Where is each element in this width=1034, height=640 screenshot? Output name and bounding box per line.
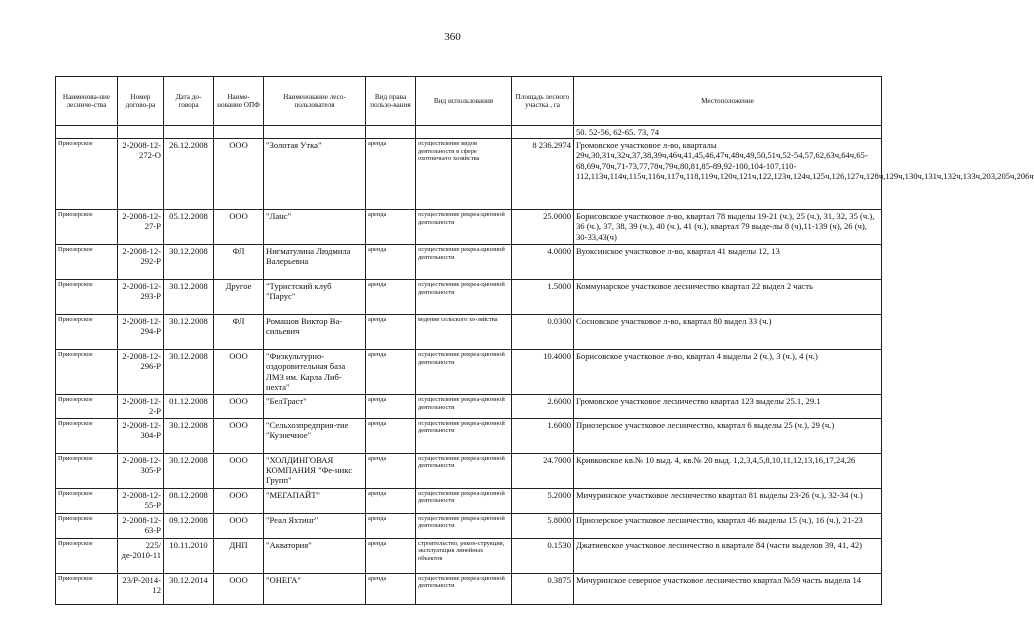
table-row: [56, 453, 882, 488]
cell-use-right: аренда: [366, 453, 416, 488]
cell-forestry: Приозерское: [56, 315, 118, 350]
cell-legal-form: ООО: [214, 513, 264, 538]
cell-location: Кривковское кв.№ 10 выд. 4, кв.№ 20 выд. 1,2,3,4,5,8,10,11,12,13,16,17,24,26: [574, 453, 882, 488]
table-row: [56, 488, 882, 513]
cell-location: Мичуринское северное участковое лесничество квартал №59 часть выдела 14: [574, 573, 882, 604]
page-number: 360: [444, 31, 461, 43]
table-row: [56, 280, 882, 315]
cell-contract-number: 2-2008-12-296-Р: [118, 350, 164, 395]
cell-location: Приозерское участковое лесничество, квартал 6 выделы 25 (ч.), 29 (ч.): [574, 418, 882, 453]
cell-contract-date: 09.12.2008: [164, 513, 214, 538]
cell-area: 24.7000: [512, 453, 574, 488]
cell-use-type: осуществление рекреа-ционной деятельности: [416, 418, 512, 453]
table-row: [56, 418, 882, 453]
cell-contract-date: 01.12.2008: [164, 395, 214, 418]
cell-use-right: аренда: [366, 538, 416, 573]
cell-forestry: Приозерское: [56, 573, 118, 604]
continuation-row: [56, 126, 882, 139]
table-row: [56, 245, 882, 280]
cell-forest-user: Ромашов Виктор Ва-сильевич: [264, 315, 366, 350]
cell-forestry: Приозерское: [56, 280, 118, 315]
cell-forest-user: "Ланс": [264, 210, 366, 245]
cell-contract-number: 2-2008-12-2-Р: [118, 395, 164, 418]
cell-use-right: аренда: [366, 513, 416, 538]
table-row: [56, 210, 882, 245]
cell-contract-number: 2-2008-12-305-Р: [118, 453, 164, 488]
cell-legal-form: ООО: [214, 350, 264, 395]
cell-location: Коммунарское участковое лесничество квартал 22 выдел 2 часть: [574, 280, 882, 315]
cell-location: Мичуринское участковое лесничество квартал 81 выделы 23-26 (ч.), 32-34 (ч.): [574, 488, 882, 513]
header-use-right: Вид права пользо-вания: [366, 77, 416, 126]
header-contract-date: Дата до-говора: [164, 77, 214, 126]
cell-contract-date: 30.12.2014: [164, 573, 214, 604]
cell-legal-form: Другое: [214, 280, 264, 315]
cell-forestry: Приозерское: [56, 538, 118, 573]
cell-forest-user: "ХОЛДИНГОВАЯ КОМПАНИЯ "Фе-никс Групп": [264, 453, 366, 488]
cell-area: 5.8000: [512, 513, 574, 538]
cell-use-right: аренда: [366, 139, 416, 210]
cell-legal-form: ООО: [214, 453, 264, 488]
cell-empty: [416, 126, 512, 139]
table-row: [56, 350, 882, 395]
cell-empty: [264, 126, 366, 139]
cell-contract-number: 2-2008-12-27-Р: [118, 210, 164, 245]
cell-forest-user: "ОНЕГА": [264, 573, 366, 604]
cell-use-type: осуществление рекреа-ционной деятельности: [416, 453, 512, 488]
header-area: Площадь лесного участка , га: [512, 77, 574, 126]
cell-forestry: Приозерское: [56, 453, 118, 488]
header-legal-form: Наиме-нование ОПФ: [214, 77, 264, 126]
cell-area: 2.6000: [512, 395, 574, 418]
cell-location: Борисовское участковое л-во, квартал 78 выделы 19-21 (ч.), 25 (ч.), 31, 32, 35 (ч.), 36 (ч.), 37, 38, 39 (ч.), 40 (ч.), 41 (ч.), квартал 79 выде-лы 8 (ч),11-139 (ч), 26 (ч), 30-33,43(ч): [574, 210, 882, 245]
cell-contract-number: 2-2008-12-63-Р: [118, 513, 164, 538]
cell-area: 0.0300: [512, 315, 574, 350]
cell-contract-number: 2-2008-12-304-Р: [118, 418, 164, 453]
cell-legal-form: ООО: [214, 488, 264, 513]
cell-forestry: Приозерское: [56, 395, 118, 418]
cell-area: 8 236.2974: [512, 139, 574, 210]
cell-contract-number: 2-2008-12-55-Р: [118, 488, 164, 513]
cell-forest-user: "Сельхозпредприя-тие "Кузнечное": [264, 418, 366, 453]
cell-area: 1.5000: [512, 280, 574, 315]
cell-contract-date: 30.12.2008: [164, 350, 214, 395]
cell-use-type: осуществление рекреа-ционной деятельности: [416, 513, 512, 538]
cell-contract-date: 08.12.2008: [164, 488, 214, 513]
cell-empty: [164, 126, 214, 139]
cell-location: Приозерское участковое лесничество, квартал 46 выделы 15 (ч.), 16 (ч.), 21-23: [574, 513, 882, 538]
cell-contract-number: 225/де-2010-11: [118, 538, 164, 573]
cell-forestry: Приозерское: [56, 139, 118, 210]
cell-use-type: осуществление рекреа-ционной деятельности: [416, 280, 512, 315]
cell-empty: [366, 126, 416, 139]
cell-location: Громовское участковое лесничество квартал 123 выделы 25.1, 29.1: [574, 395, 882, 418]
cell-legal-form: ФЛ: [214, 315, 264, 350]
cell-legal-form: ДНП: [214, 538, 264, 573]
cell-area: 1.6000: [512, 418, 574, 453]
table-row: [56, 315, 882, 350]
cell-forestry: Приозерское: [56, 488, 118, 513]
cell-area: 5.2000: [512, 488, 574, 513]
cell-contract-date: 30.12.2008: [164, 280, 214, 315]
cell-forestry: Приозерское: [56, 513, 118, 538]
cell-use-type: строительство, рекон-струкция, эксплуатация линейных объектов: [416, 538, 512, 573]
cell-use-right: аренда: [366, 573, 416, 604]
cell-location: Громовское участковое л-во, кварталы 29ч,30,31ч,32ч,37,38,39ч,46ч,41,45,46,47ч,48ч,49,50,51ч,52-54,57,62,63ч,64ч,65-68,69ч,70ч,71-73,77,78ч,79ч,80,81,85-89,92-100,104-107,110-112,113ч,114ч,115ч,116ч,117ч,118,119ч,120ч,121ч,122,123ч,124ч,125ч,126,127ч,128ч,129ч,130ч,131ч,132ч,133ч,203,205ч,206ч: [574, 139, 882, 210]
cell-use-type: осуществление рекреа-ционной деятельности: [416, 395, 512, 418]
cell-contract-date: 26.12.2008: [164, 139, 214, 210]
cell-use-type: осуществление видов деятельности в сфере охотничьего хозяйства: [416, 139, 512, 210]
header-forest-user: Наименование лесо-пользователя: [264, 77, 366, 126]
cell-forest-user: "Физкультурно-оздоровительная база ЛМЗ им. Карла Либ-нехта": [264, 350, 366, 395]
cell-forest-user: "Туристский клуб "Парус": [264, 280, 366, 315]
cell-area: 25.0000: [512, 210, 574, 245]
cell-legal-form: ООО: [214, 210, 264, 245]
cell-contract-date: 30.12.2008: [164, 418, 214, 453]
cell-contract-date: 10.11.2010: [164, 538, 214, 573]
cell-contract-date: 30.12.2008: [164, 315, 214, 350]
cell-use-type: осуществление рекреа-ционной деятельности: [416, 210, 512, 245]
cell-area: 0.3875: [512, 573, 574, 604]
header-use-type: Вид использования: [416, 77, 512, 126]
table-row: [56, 513, 882, 538]
cell-contract-date: 05.12.2008: [164, 210, 214, 245]
cell-contract-number: 2-2008-12-292-Р: [118, 245, 164, 280]
cell-area: 10.4000: [512, 350, 574, 395]
cell-use-right: аренда: [366, 210, 416, 245]
cell-legal-form: ФЛ: [214, 245, 264, 280]
cell-use-right: аренда: [366, 395, 416, 418]
cell-use-type: осуществление рекреа-ционной деятельности: [416, 573, 512, 604]
cell-area: 4.0000: [512, 245, 574, 280]
cell-forestry: Приозерское: [56, 245, 118, 280]
cell-use-right: аренда: [366, 350, 416, 395]
cell-forest-user: Нигматулина Людмила Валерьевна: [264, 245, 366, 280]
lease-registry-table: [55, 76, 1034, 605]
cell-legal-form: ООО: [214, 573, 264, 604]
cell-use-right: аренда: [366, 488, 416, 513]
cell-forest-user: "Золотая Утка": [264, 139, 366, 210]
table-row: [56, 395, 882, 418]
cell-contract-number: 23/Р-2014-12: [118, 573, 164, 604]
header-location: Местоположение: [574, 77, 882, 126]
cell-use-right: аренда: [366, 280, 416, 315]
cell-legal-form: ООО: [214, 395, 264, 418]
cell-contract-date: 30.12.2008: [164, 453, 214, 488]
cell-use-type: осуществление рекреа-ционной деятельности: [416, 245, 512, 280]
cell-empty: [512, 126, 574, 139]
cell-forestry: Приозерское: [56, 210, 118, 245]
cell-contract-number: 2-2008-12-272-О: [118, 139, 164, 210]
cell-contract-number: 2-2008-12-294-Р: [118, 315, 164, 350]
cell-location: Вуоксинское участковое л-во, квартал 41 выделы 12, 13: [574, 245, 882, 280]
cell-area: 0.1530: [512, 538, 574, 573]
cell-location: Борисовское участковое л-во, квартал 4 выделы 2 (ч.), 3 (ч.), 4 (ч.): [574, 350, 882, 395]
table-row: [56, 573, 882, 604]
cell-contract-date: 30.12.2008: [164, 245, 214, 280]
header-row: [56, 77, 882, 126]
cell-forest-user: "Акватория": [264, 538, 366, 573]
cell-forestry: Приозерское: [56, 418, 118, 453]
cell-contract-number: 2-2008-12-293-Р: [118, 280, 164, 315]
cell-location: Джатиевское участковое лесничество в квартале 84 (части выделов 39, 41, 42): [574, 538, 882, 573]
table-row: [56, 139, 882, 210]
cell-forest-user: "МЕГАПАЙТ": [264, 488, 366, 513]
cell-use-type: осуществление рекреа-ционной деятельности: [416, 350, 512, 395]
cell-empty: [214, 126, 264, 139]
cell-use-right: аренда: [366, 245, 416, 280]
cell-location: Сосновское участковое л-во, квартал 80 выдел 33 (ч.): [574, 315, 882, 350]
cell-forest-user: "БелТраст": [264, 395, 366, 418]
cell-location-continuation: 50. 52-56, 62-65. 73, 74: [574, 126, 882, 139]
cell-use-right: аренда: [366, 315, 416, 350]
cell-empty: [56, 126, 118, 139]
cell-forest-user: "Реал Яхтинг": [264, 513, 366, 538]
cell-use-type: ведение сельского хо-зяйства: [416, 315, 512, 350]
cell-use-type: осуществление рекреа-ционной деятельности: [416, 488, 512, 513]
header-forestry: Наименова-ние лесниче-ства: [56, 77, 118, 126]
cell-forestry: Приозерское: [56, 350, 118, 395]
cell-use-right: аренда: [366, 418, 416, 453]
cell-legal-form: ООО: [214, 418, 264, 453]
header-contract-number: Номер догово-ра: [118, 77, 164, 126]
table-row: [56, 538, 882, 573]
cell-legal-form: ООО: [214, 139, 264, 210]
cell-empty: [118, 126, 164, 139]
